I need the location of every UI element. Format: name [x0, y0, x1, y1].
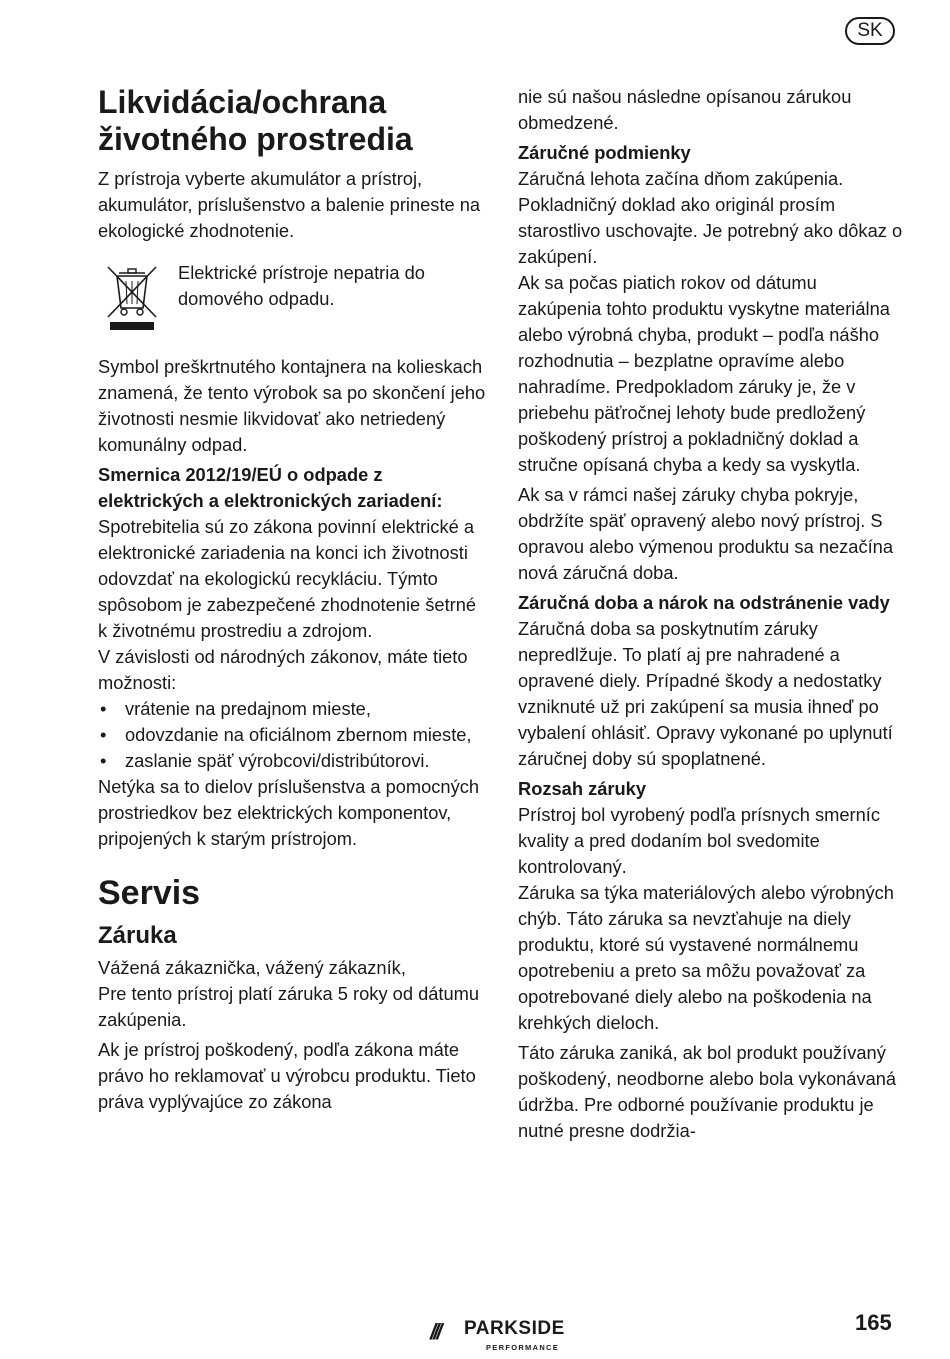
period-paragraph: Záručná doba sa poskytnutím záruky nepredlžuje. To platí aj pre nahradené a opravené diely. Prípadné škody a nedostatky vzniknuté už pri zakúpení sa musia ihneď po vybalení ohlásiť. Opravy vykonané po uplynutí záručnej doby sú spoplatnené.	[518, 618, 893, 769]
logo-name: PARKSIDE	[464, 1318, 565, 1339]
left-column	[98, 84, 488, 1115]
disposal-intro: Z prístroja vyberte akumulátor a prístroj, akumulátor, príslušenstvo a balenie prineste na ekologické zhodnotenie.	[98, 168, 481, 241]
scope-heading: Rozsah záruky	[518, 778, 647, 799]
conditions-heading: Záručné podmienky	[518, 142, 691, 163]
conditions-paragraph-1: Záručná lehota začína dňom zakúpenia. Pokladničný doklad ako originál prosím starostlivo uschovajte. Je potrebný ako dôkaz o zakúpení.	[518, 168, 903, 267]
warranty-title: Záruka	[98, 922, 177, 949]
right-column	[518, 84, 903, 1144]
scope-paragraph-3: Táto záruka zaniká, ak bol produkt používaný poškodený, neodborne alebo bola vykonávaná údržba. Pre odborné používanie produktu je nutné presne dodržia-	[518, 1042, 897, 1141]
list-item: • vrátenie na predajnom mieste,	[98, 696, 488, 722]
warranty-paragraph-1: Pre tento prístroj platí záruka 5 roky od dátumu zakúpenia.	[98, 983, 480, 1030]
logo-subtitle: PERFORMANCE	[486, 1343, 560, 1352]
language-badge: SK	[845, 17, 895, 45]
symbol-explanation: Symbol preškrtnutého kontajnera na kolieskach znamená, že tento výrobok sa po skončení jeho životnosti nesmie likvidovať ako netriedený komunálny odpad.	[98, 356, 486, 455]
directive-heading: Smernica 2012/19/EÚ o odpade z elektrických a elektronických zariadení:	[98, 464, 443, 511]
warranty-continuation: nie sú našou následne opísanou zárukou obmedzené.	[518, 86, 852, 133]
weee-text: Elektrické prístroje nepatria do domového odpadu.	[178, 262, 425, 309]
crossed-out-wheeled-bin-icon	[104, 264, 160, 332]
directive-paragraph-2: V závislosti od národných zákonov, máte tieto možnosti:	[98, 646, 468, 693]
directive-paragraph-1: Spotrebitelia sú zo zákona povinní elektrické a elektronické zariadenia na konci ich životnosti odovzdať na ekologickú recykláciu. Týmto spôsobom je zabezpečené zhodnotenie šetrné k životnému prostrediu a zdrojom.	[98, 516, 477, 641]
service-title: Servis	[98, 874, 201, 912]
page-number: 165	[855, 1310, 892, 1335]
directive-paragraph-3: Netýka sa to dielov príslušenstva a pomocných prostriedkov bez elektrických komponentov, pripojených k starým prístrojom.	[98, 776, 480, 849]
conditions-paragraph-2: Ak sa počas piatich rokov od dátumu zakúpenia tohto produktu vyskytne materiálna alebo výrobná chyba, produkt – podľa nášho rozhodnutia – bezplatne opravíme alebo nahradíme. Predpokladom záruky je, že v priebehu päťročnej lehoty bude predložený poškodený prístroj a pokladničný doklad a stručne opísaná chyba a kedy sa vyskytla.	[518, 272, 890, 475]
warranty-paragraph-2: Ak je prístroj poškodený, podľa zákona máte právo ho reklamovať u výrobcu produktu. Tieto práva vyplývajúce zo zákona	[98, 1039, 476, 1112]
disposal-title: Likvidácia/ochrana životného prostredia	[98, 84, 413, 157]
list-item: • odovzdanie na oficiálnom zbernom mieste,	[98, 722, 488, 748]
scope-paragraph-1: Prístroj bol vyrobený podľa prísnych smerníc kvality a pred dodaním bol svedomite kontrolovaný.	[518, 804, 880, 877]
parkside-logo	[430, 1316, 590, 1354]
warranty-greeting: Vážená zákaznička, vážený zákazník,	[98, 957, 406, 978]
scope-paragraph-2: Záruka sa týka materiálových alebo výrobných chýb. Táto záruka sa nevzťahuje na diely produktu, ktoré sú vystavené normálnemu opotrebeniu a preto sa môžu považovať za opotrebované diely alebo na poškodenia na krehkých dieloch.	[518, 882, 894, 1033]
logo-slashes: ///	[430, 1319, 440, 1344]
conditions-paragraph-3: Ak sa v rámci našej záruky chyba pokryje, obdržíte späť opravený alebo nový prístroj. S opravou alebo výmenou produktu sa nezačína nová záručná doba.	[518, 484, 894, 583]
disposal-options-list	[98, 696, 488, 774]
period-heading: Záručná doba a nárok na odstránenie vady	[518, 592, 890, 613]
list-item: • zaslanie späť výrobcovi/distribútorovi.	[98, 748, 488, 774]
weee-notice	[98, 260, 488, 332]
